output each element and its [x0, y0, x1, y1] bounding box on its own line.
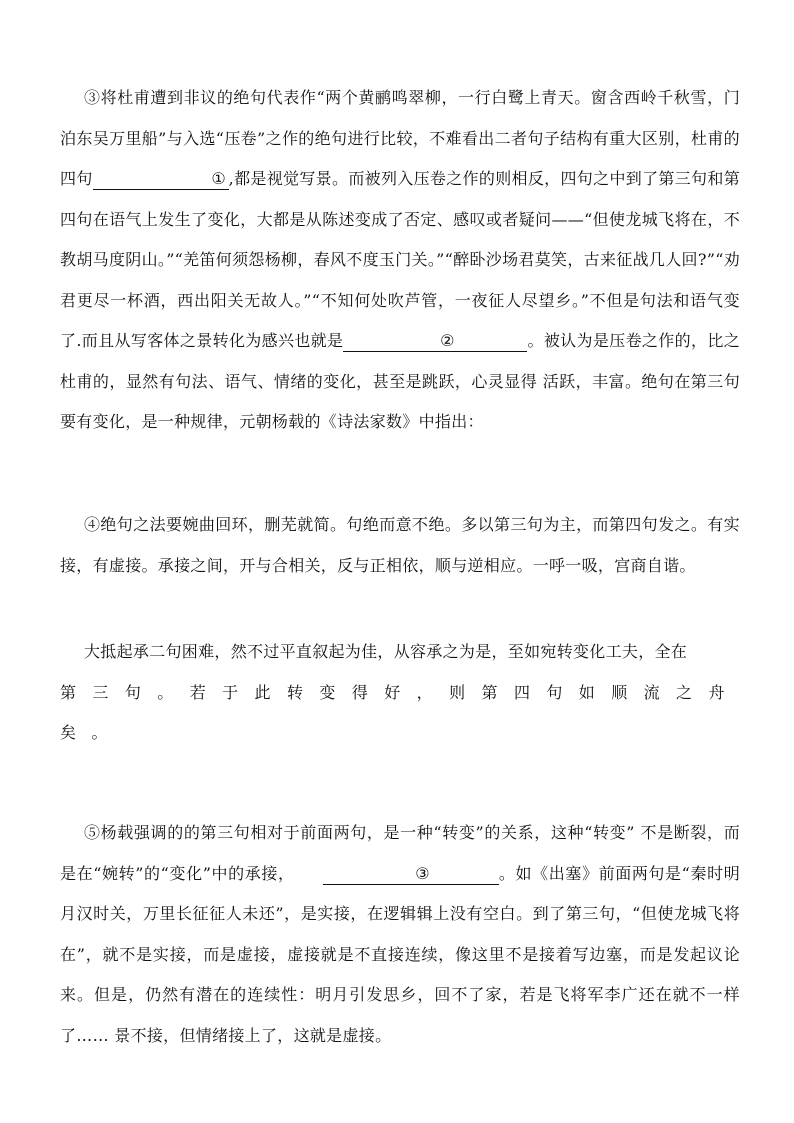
paragraph-5-text-b: 。如《出塞》前面两句是“秦时明月汉时关，万里长征征人未还”，是实接，在逻辑辑上没有空白。到了第三句，“但使龙城飞将在”，就不是实接，而是虚接，虚接就是不直接连续，像这里不是接着写边塞，而是发起议论来。但是，仍然有潜在的连续性：明月引发思乡，回不了家，若是飞将军李广还在就不一样了…… 景不接，但情绪接上了，这就是虚接。	[60, 863, 740, 1045]
blank-1-label: ①	[211, 169, 226, 188]
paragraph-3-text-a: ③将杜甫遭到非议的绝句代表作“两个黄鹂鸣翠柳，一行白鹭上青天。窗含西岭千秋雪，门泊东吴万里船”与入选“压卷”之作的绝句进行比较，不难看出二者句子结构有重大区别，杜甫的四句	[60, 88, 740, 188]
paragraph-4-quote	[60, 632, 740, 754]
paragraph-4	[60, 505, 740, 586]
paragraph-4-quote-line-2: 第三句。若于此转变得好，则第四句如顺流之舟矣。	[60, 682, 740, 742]
blank-2-label: ②	[440, 331, 455, 350]
paragraph-3-text-c: 。被认为是压卷之作的，比之杜甫的，显然有句法、语气、情绪的变化，甚至是跳跃，心灵显得 活跃，丰富。绝句在第三句要有变化，是一种规律，元朝杨载的《诗法家数》中指出：	[60, 331, 740, 431]
paragraph-3	[60, 78, 740, 443]
blank-1	[93, 169, 229, 190]
paragraph-5-text-a: ⑤杨载强调的的第三句相对于前面两句，是一种“转变”的关系，这种“转变” 不是断裂，而是在“婉转”的“变化”中的承接，	[60, 823, 740, 883]
blank-2	[343, 331, 527, 352]
paragraph-3-text-b: ,都是视觉写景。而被列入压卷之作的则相反，四句之中到了第三句和第四句在语气上发生了变化，大都是从陈述变成了否定、感叹或者疑问——“但使龙城飞将在，不教胡马度阴山。”“羌笛何须怨杨柳，春风不度玉门关。”“醉卧沙场君莫笑，古来征战几人回?”“劝君更尽一杯酒，西出阳关无故人。”“不知何处吹芦管，一夜征人尽望乡。”不但是句法和语气变了.而且从写客体之景转化为感兴也就是	[60, 169, 741, 350]
blank-3	[323, 864, 499, 885]
paragraph-5	[60, 813, 740, 1056]
paragraph-4-text: ④绝句之法要婉曲回环，删芜就简。句绝而意不绝。多以第三句为主，而第四句发之。有实接，有虚接。承接之间，开与合相关，反与正相依，顺与逆相应。一呼一吸，宫商自谐。	[60, 515, 740, 575]
paragraph-4-quote-line-1: 大抵起承二句困难，然不过平直叙起为佳，从容承之为是，至如宛转变化工夫，全在	[84, 642, 688, 661]
blank-3-label: ③	[415, 863, 430, 883]
